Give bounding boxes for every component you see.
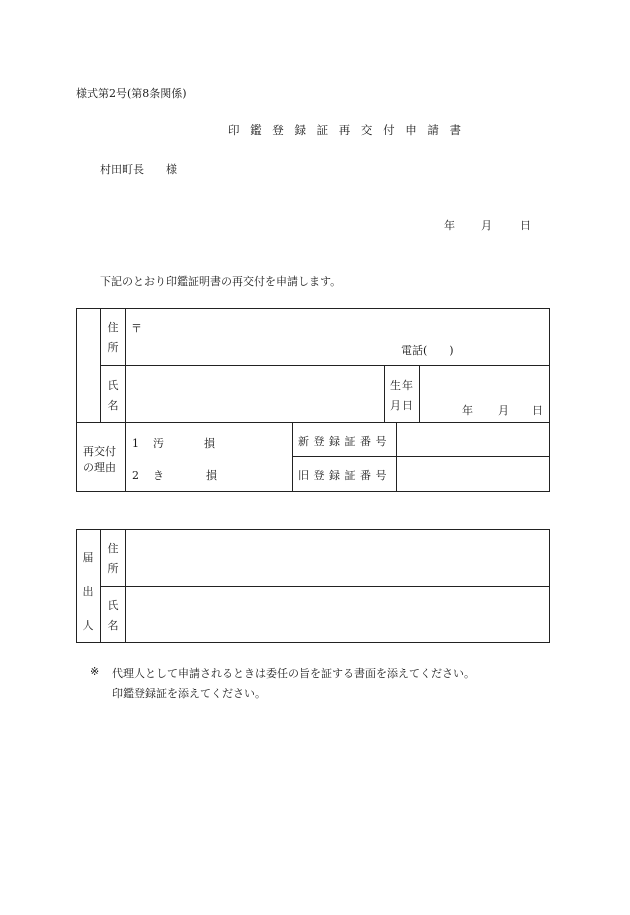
reason-2-char-b: 損 <box>206 469 217 482</box>
addressee <box>100 161 177 177</box>
date-day-label: 日 <box>520 219 531 232</box>
reason-label-line2: の理由 <box>83 461 116 474</box>
postal-mark: 〒 <box>131 322 142 335</box>
notifier-label: 届出人 <box>82 551 94 632</box>
table-divider <box>125 529 126 643</box>
birthdate-label: 生年月日 <box>390 379 414 412</box>
table-divider <box>419 365 420 422</box>
name-label: 氏名 <box>107 379 119 412</box>
notifier-name-field[interactable] <box>127 588 548 641</box>
table-divider <box>396 422 397 492</box>
intro-text: 下記のとおり印鑑証明書の再交付を申請します。 <box>100 275 342 288</box>
old-registration-number-field[interactable] <box>398 458 548 490</box>
birth-year-label: 年 <box>462 404 473 417</box>
reason-1-char-a: 汚 <box>153 437 164 450</box>
notifier-address-label: 住所 <box>107 542 119 575</box>
notifier-name-label: 氏名 <box>107 599 119 632</box>
table-divider <box>76 422 550 423</box>
table-divider <box>125 308 126 492</box>
addressee-name: 村田町長 <box>100 163 144 176</box>
new-registration-number-label: 新登録証番号 <box>298 435 391 448</box>
name-field[interactable] <box>127 367 382 420</box>
notifier-address-field[interactable] <box>127 531 548 584</box>
note-line-1: 代理人として申請されるときは委任の旨を証する書面を添えてください。 <box>112 667 475 680</box>
birth-month-label: 月 <box>498 404 509 417</box>
table-divider <box>384 365 385 422</box>
reason-label-line1: 再交付 <box>83 445 116 458</box>
note-mark: ※ <box>90 665 100 678</box>
table-divider <box>100 529 101 643</box>
document-title: 印 鑑 登 録 証 再 交 付 申 請 書 <box>228 123 465 137</box>
phone-field[interactable]: 電話( ) <box>401 344 454 357</box>
reason-2-char-a: き <box>153 469 164 482</box>
birth-day-label: 日 <box>532 404 543 417</box>
reason-option-damage[interactable] <box>132 467 217 483</box>
new-registration-number-field[interactable] <box>398 424 548 455</box>
date-month-label: 月 <box>481 219 492 232</box>
table-divider <box>100 586 550 587</box>
application-date[interactable] <box>444 217 531 233</box>
table-divider <box>292 422 293 492</box>
table-divider <box>100 365 550 366</box>
addressee-honorific: 様 <box>166 163 177 176</box>
address-label: 住所 <box>107 321 119 354</box>
date-year-label: 年 <box>444 219 455 232</box>
reason-1-number: 1 <box>132 437 139 450</box>
reason-2-number: 2 <box>132 469 139 482</box>
table-divider <box>100 308 101 422</box>
reason-option-stain[interactable] <box>132 435 215 451</box>
old-registration-number-label: 旧登録証番号 <box>298 469 391 482</box>
reason-1-char-b: 損 <box>204 437 215 450</box>
form-number: 様式第2号(第8条関係) <box>76 87 187 100</box>
table-divider <box>292 456 550 457</box>
note-line-2: 印鑑登録証を添えてください。 <box>112 687 266 700</box>
